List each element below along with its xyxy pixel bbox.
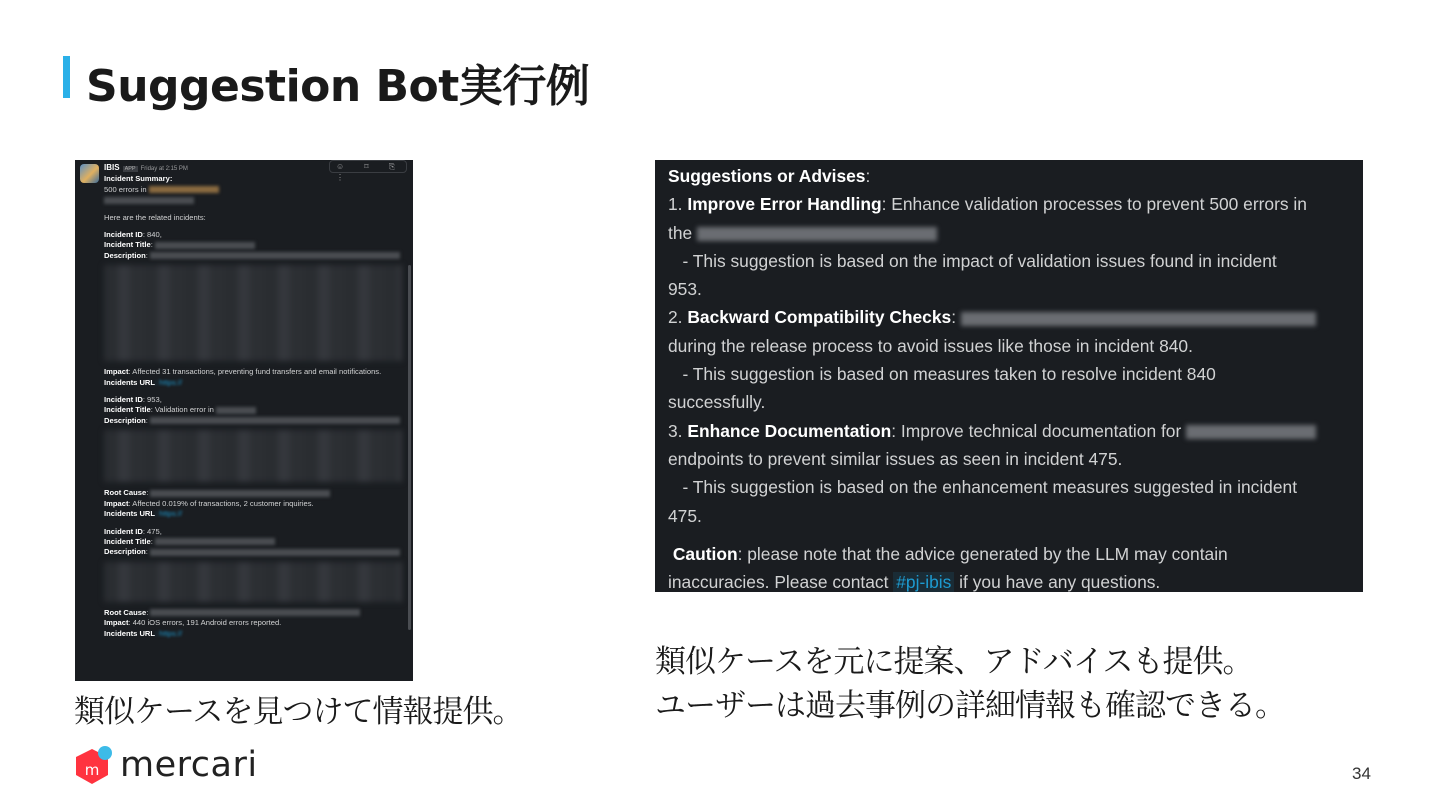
- incident-url-row: Incidents URL: https://: [104, 628, 183, 638]
- related-intro: Here are the related incidents:: [104, 212, 206, 222]
- suggestion-basis: - This suggestion is based on the enhancement measures suggested in incident: [668, 477, 1298, 498]
- summary-text: 500 errors in: [104, 184, 147, 194]
- redacted-description: [104, 562, 402, 602]
- right-caption-line1: 類似ケースを元に提案、アドバイスも提供。: [655, 644, 1253, 680]
- suggestion-basis: - This suggestion is based on the impact of validation issues found in incident: [668, 250, 1277, 271]
- suggestions-heading: Suggestions or Advises:: [668, 166, 871, 186]
- app-badge: APP: [124, 166, 136, 172]
- incident-title-row: Incident Title:: [104, 240, 402, 250]
- caution-label: Caution: [672, 543, 738, 564]
- redacted-text: [961, 312, 1316, 326]
- left-caption: 類似ケースを見つけて情報提供。: [74, 694, 523, 730]
- root-cause-row: Root Cause:: [104, 608, 402, 618]
- incident-url-row: Incidents URL: https://: [104, 377, 183, 387]
- root-cause-row: Root Cause:: [104, 488, 402, 498]
- mercari-logo: [72, 744, 258, 786]
- incident-link[interactable]: : https://: [155, 509, 183, 519]
- incident-id-row: Incident ID: 475,: [104, 526, 162, 536]
- incident-link[interactable]: : https://: [155, 377, 183, 387]
- redacted-text: [104, 197, 194, 204]
- incident-description-row: Description:: [104, 251, 402, 261]
- suggestion-item: 1. Improve Error Handling: Enhance validation processes to prevent 500 errors in: [668, 194, 1307, 215]
- logo-mark-letter: m: [84, 761, 100, 779]
- incident-id-row: Incident ID: 840,: [104, 230, 162, 240]
- incident-title-row: Incident Title: Validation error in: [104, 405, 402, 415]
- redacted-description: [104, 430, 402, 482]
- message-body: [104, 163, 402, 639]
- incident-impact-row: Impact: 440 iOS errors, 191 Android errors reported.: [104, 618, 282, 628]
- mercari-logo-mark-icon: [72, 744, 114, 786]
- incident-impact-row: Impact: Affected 31 transactions, preventing fund transfers and email notifications.: [104, 367, 382, 377]
- suggestion-title: Backward Compatibility Checks: [687, 307, 952, 328]
- slack-message-screenshot: [75, 160, 413, 681]
- title-accent-bar: [63, 56, 70, 98]
- redacted-text: [149, 186, 219, 193]
- message-actions-toolbar[interactable]: ☺ ⌑ ⎘ ⋮: [329, 160, 407, 173]
- incident-description-row: Description:: [104, 416, 402, 426]
- suggestion-title: Enhance Documentation: [687, 420, 892, 441]
- scrollbar[interactable]: [408, 265, 411, 630]
- bot-name: IBIS: [104, 163, 120, 172]
- incident-url-row: Incidents URL: https://: [104, 509, 183, 519]
- redacted-text: [1186, 425, 1316, 439]
- incident-description-row: Description:: [104, 547, 402, 557]
- redacted-description: [104, 265, 402, 361]
- caution-line: Caution: please note that the advice generated by the LLM may contain: [672, 543, 1228, 564]
- message-timestamp: Friday at 2:15 PM: [140, 166, 188, 172]
- suggestion-basis: - This suggestion is based on measures taken to resolve incident 840: [668, 364, 1216, 385]
- incident-impact-row: Impact: Affected 0.019% of transactions, 2 customer inquiries.: [104, 498, 314, 508]
- suggestion-item: 3. Enhance Documentation: Improve technical documentation for: [668, 417, 1351, 445]
- bot-avatar: [80, 164, 99, 183]
- suggestion-item: 2. Backward Compatibility Checks:: [668, 303, 1351, 331]
- logo-wordmark: mercari: [120, 745, 258, 785]
- suggestions-screenshot: Suggestions or Advises: 1. Improve Error Handling: Enhance validation processes to prevent 500 errors in the - This suggestion is based on the impact of validation issues found in incident 953. 2. Backward Compatibility Checks: during the release process to avoid issues like those in incident 840. - This suggestion is based on measures taken to resolve incident 840 successfully. 3. Enhance Documentation: Improve technical documentation for endpoints to prevent similar issues as seen in incident 475. - This suggestion is based on the enhancement measures suggested in incident 475. Caution: please note that the advice generated by the LLM may contain inaccuracies. Please contact #pj-ibis if you have any questions.: [655, 160, 1363, 592]
- message-header: [104, 163, 402, 174]
- channel-link[interactable]: #pj-ibis: [893, 572, 954, 592]
- slide-title: Suggestion Bot実行例: [86, 61, 590, 112]
- redacted-text: [697, 227, 937, 241]
- incident-id-row: Incident ID: 953,: [104, 395, 162, 405]
- right-caption-line2: ユーザーは過去事例の詳細情報も確認できる。: [655, 688, 1285, 724]
- incident-title-row: Incident Title:: [104, 537, 402, 547]
- page-number: 34: [1352, 764, 1371, 783]
- suggestion-title: Improve Error Handling: [687, 194, 882, 215]
- incident-link[interactable]: : https://: [155, 628, 183, 638]
- summary-label: Incident Summary:: [104, 174, 173, 184]
